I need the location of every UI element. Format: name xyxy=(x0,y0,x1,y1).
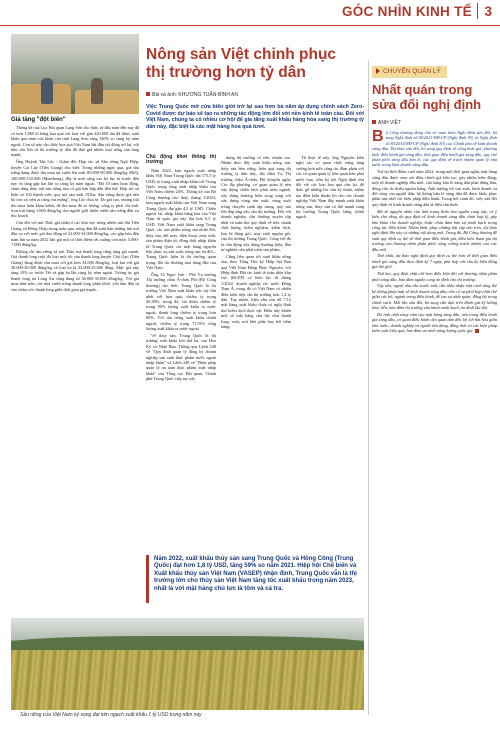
section-title: GÓC NHÌN KINH TẾ xyxy=(341,4,472,19)
article-paragraph: dựng thị trường có tiêu chuẩn cao. Nhằm thúc đẩy xuất khẩu nông sản, thủy sản bền vững, hiệu quả sang thị trường tỷ dân này, đại diện Vụ Thị trường châu Á-châu Phi khuyến nghị: Các địa phương, cơ quan quản lý nên xây dựng chiến lược phát triển ngành, xây dựng thương hiệu song song với xây dựng vùng sản xuất, vùng nuôi trồng chuyên canh tập trung, quy mô lớn đáp ứng yêu cầu thị trường. Đối với doanh nghiệp, cần thường xuyên cập nhật và tuân thủ quy định về tiêu chuẩn chất lượng, kiểm nghiệm, kiểm dịch, bao bì đóng gói, truy xuất nguồn gốc của thị trường Trung Quốc. Cùng với đó là chủ động xây dựng thương hiệu, đầu tư nghiên cứu phát triển sản phẩm. xyxy=(221,155,291,252)
column-divider xyxy=(368,60,369,715)
photo-caption: Sầu riêng của Việt Nam ký vọng đạt kim ngạch xuất khẩu 1 tỷ USD trong năm nay xyxy=(20,712,202,718)
side-article-title: Nhất quán trong sửa đổi nghị định xyxy=(372,82,482,112)
side-paragraph: Thứ hai, quy định chặt chẽ hơn điều kiện đối với thương nhân phân phối xăng dầu, bảo đảm nguồn cung ổn định cho thị trường. xyxy=(372,271,497,282)
byline-text: ANH VIỆT xyxy=(378,120,402,126)
page-number: 3 xyxy=(484,4,492,19)
highlight-text: Năm 2022, xuất khẩu thủy sản sang Trung Quốc và Hồng Công (Trung Quốc) đạt hơn 1,8 tỷ USD, tăng 59% so năm 2021. Hiệp hội Chế biến và Xuất khẩu thủy sản Việt Nam (VASEP) nhận định, Trung Quốc vẫn là thị trường lớn cho thủy sản Việt Nam tăng tốc xuất khẩu trong năm 2023, nhất là với mặt hàng chủ lực là tôm và cá tra. xyxy=(154,556,357,592)
article-byline xyxy=(146,92,238,98)
left-paragraph: Không chỉ sầu riêng và mít Thái, mà thanh long cũng tăng giá mạnh. Giá thanh long ruột đỏ loại một tốt của thanh long huyện Chợ Gạo (Tiền Giang) đang được thu mua với giá hơn 34.000 đồng/kg, loại hai với giá 28.000-30.000 đồng/kg và loại ba là 23.000-25.000 đồng. Mức giá này tăng 10% so trước Tết và gấp ba lần cùng kỳ năm ngoái. Tương tự, giá thanh long tại Long An cũng đang từ 30.000-35.000 đồng/kg. Với giá mua như trên, các nhà vườn trồng thanh long phấn khởi, yên tâm đầu tư vào chăm sóc thanh long giữa thời gian giá mạnh... xyxy=(11,248,139,292)
header-divider xyxy=(477,3,478,19)
article-column-1 xyxy=(146,155,216,383)
side-lead-text: ộ Công thương đang chủ trì soạn thảo Nghị định sửa đổi, bổ sung Nghị định số 95/2021/NĐ-CP (Nghị định 95) và Nghị định số 83/2014/NĐ-CP (Nghị định 83) của Chính phủ về kinh doanh xăng dầu. Dự thảo sửa đổi, bổ sung quy định về công thức giá, phương thức điều hành giá xăng dầu, thời gian điều hành giá xăng dầu, quy chế phân phối xăng dầu bán lẻ, các quy định về trách nhiệm quản lý nhà nước trong kinh doanh xăng dầu. xyxy=(372,130,497,168)
left-subhead: Giá tăng "đột biến" xyxy=(11,117,66,123)
left-column xyxy=(11,118,139,294)
category-tag xyxy=(372,66,447,78)
page-header xyxy=(0,0,500,26)
article-subhead: Chủ động khơi thông thị trường xyxy=(146,154,216,166)
article-paragraph: Từ thực tế này, ông Nguyên kiến nghị các cơ quan chức năng tăng cường hơn nữa công tác đàm phán với các cơ quan quản lý liên quan bên phía nước bạn, sớm ký kết Nghị định thư đối với các loại hoa quả còn lại, để tháo gỡ những lúc cần kỳ thuật, nhằm tạo điều kiện thuận lợi cho các doanh nghiệp Việt Nam đẩy mạnh xuất khẩu nông sản, thủy sản có thế mạnh sang thị trường Trung Quốc bằng chính ngạch. xyxy=(296,155,364,220)
side-paragraph: Trừ lại thời điểm cuối năm 2022, trong một thời gian ngắn, mặt hàng xăng dầu được xem xét điều chỉnh giá liên tục, gây nhiều biến động; một số doanh nghiệp đầu mối, cửa hàng bán lẻ xăng dầu phải dừng bán, đóng cửa do thiếu nguồn hàng. Ảnh hưởng tới sản xuất, kinh doanh và đời sống của người dân, hệ thống bán lẻ xăng dầu đã được khắc phục phần nào nhờ các biện pháp điều hành. Trong bối cảnh đó, việc sửa đổi quy định về kinh doanh xăng dầu là điều cần thiết. xyxy=(372,169,497,207)
byline-marker xyxy=(372,120,376,124)
article-paragraph: Về thủy sản, Trung Quốc là thị trường xuất khẩu lớn thứ ba, sau Hoa Kỳ và Nhật Bản. Thông qua Lệnh 248 về "Quy định quản lý đăng ký doanh nghiệp sản xuất thực phẩm nước ngoài nhập khẩu" và Lệnh 249 về "Biện pháp quản lý an toàn thực phẩm xuất nhập khẩu" của Tổng cục Hải quan, Chính phủ Trung Quốc tiếp tục xây xyxy=(146,333,216,382)
highlight-box xyxy=(146,555,364,607)
article-column-2 xyxy=(221,155,291,331)
article-lead: Việc Trung Quốc mở cửa biên giới trở lại sau hơn ba năm áp dụng chính sách Zero-Covid được dự báo sẽ tạo ra những tác động lớn đối với nền kinh tế toàn cầu. Đối với Việt Nam, chúng ta có nhiều cơ hội để gia tăng xuất khẩu hàng hóa sang thị trường tỷ dân này, đặc biệt là các mặt hàng hoa quả tươi. xyxy=(146,104,364,130)
article-paragraph: Năm 2022, kim ngạch xuất nhập khẩu Việt Nam-Trung Quốc đạt 175,5 tỷ USD; tỷ trọng xuất nhập khẩu với Trung Quốc trong tổng xuất nhập khẩu của Việt Nam chiếm 24%. Thống kê của Bộ Công thương cho thấy, tháng 1/2023, kim ngạch xuất khẩu của Việt Nam sang Trung Quốc đạt gần 4,5 tỷ USD. Chiều ngược lại, nhập khẩu hàng hóa của Việt Nam từ quốc gia này đạt hơn 6,5 tỷ USD. Việt Nam xuất khẩu sang Trung Quốc các sản phẩm nông sản nhiệt đới, thủy sản, dệt may, điện thoại, máy tính, sản phẩm điện tử; đồng thời nhập khẩu từ Trung Quốc các mặt hàng nguyên liệu phục vụ sản xuất, nông sản ôn đới... Trung Quốc hiện là thị trường quan trọng, đối tác thương mại hàng đầu của Việt Nam. xyxy=(146,167,216,271)
article-title: Nông sản Việt chinh phục thị trường hơn tỷ dân xyxy=(146,46,337,81)
side-article-lead xyxy=(372,130,497,168)
side-article-body xyxy=(372,130,497,335)
arrow-icon xyxy=(376,68,380,74)
byline-marker xyxy=(146,92,150,96)
article-photo xyxy=(11,618,364,710)
highlight-bar xyxy=(146,555,149,603)
left-paragraph: Ông Huỳnh Tấn Lộc - Giám đốc Hợp tác xã Sầu riêng Ngũ Hiệp, huyện Cai Lậy (Tiền Giang) cho biết: Trong những ngày qua, giá sầu riêng đang được thu mua tại vườn lên mức 80.000-90.000 đồng/kg (Ri6), 100.000-130.000 (Monthong), đây là mức tăng cao kỷ lục từ trước đến nay và tăng gấp hai lần so cùng kỳ năm ngoái. "Đã 10 năm hoạt động, chưa từng thấy trái sầu riêng nào có giá bán hấp dẫn đến thế. Hợp tác xã hiện có 102 thành viên, quy mô sản xuất 191ha. Sầu riêng được giá nên bà con xã viên ai cũng vui mừng", ông Lộc chia sẻ. Do giá cao, nhưng trái thu mua hiện khan hiếm, để thu mua đủ số lượng, công ty phải chi mức trọn trái hàng 1.000 đồng/kg cho người giới thiệu vườn sầu riêng đến vụ thu hoạch. xyxy=(11,159,139,219)
dropcap: B xyxy=(372,128,384,145)
side-paragraph-text: Do tình chất nhạy cảm của mặt hàng xăng dầu, nên trong điều hành giá xăng dầu, cơ quan điều hành cần quan tâm đến lợi ích hài hòa giữa nhà nước, doanh nghiệp và người tiêu dùng, đồng thời có các biện pháp kiểm soát hiệu quả, bảo đảm an ninh năng lượng quốc gia. xyxy=(372,312,497,334)
side-paragraph xyxy=(372,312,497,334)
left-paragraph: Thống kê của Cục Hải quan Lạng Sơn cho thấy, từ đầu năm đến nay đã có hơn 1.860 lô hàng hoa quả các loại với gần 220.000 tấn đã được xuất khẩu qua năm cửa khẩu của tỉnh Lạng Sơn, tăng 140% so cùng kỳ năm ngoái. Con số này cho thấy hoa quả Việt Nam bắt đầu sôi động trở lại, với nhu cầu lớn từ thị trường tỷ dân đã đưa giá nhiều loại nông sản tăng mạnh. xyxy=(11,125,139,158)
side-paragraph: Mà sẽ nguyên nhân của tình trạng thiếu hụt nguồn cung này, có ý kiến cho rằng, do quy định về kinh doanh xăng dầu chưa hợp lý, gây khó khăn cho doanh nghiệp, hoặc chưa đảm bảo sự minh bạch trong công tác điều hành. Nhằm khắc phục những bất cập nêu trên, dự thảo nghị định lần này có những nội dung mới. Trong đó, Bộ Công thương đề xuất quy định cụ thể về thời gian điều hành giá, điều kiện tham gia thị trường của thương nhân phân phối, tăng cường trách nhiệm của các đầu mối. xyxy=(372,208,497,252)
end-mark xyxy=(475,329,479,333)
byline-text: Bài và ảnh: KHƯƠNG TUẤN-BÌNH AN xyxy=(152,92,238,98)
left-paragraph: Còn đối với mít Thái, giá nhân ở các khu vực trồng nhiều mít lớn Tiền Giang và Đồng Tháp trong tuần qua, nông dân đã xuất bán những lứa mít đầu vụ với mức giá dao động từ 22.000-34.000 đồng/kg, cao gấp bốn đến năm lần so năm 2022 khi giá mít có thời điểm rớt xuống còn mức 5.000-7.000 đồng/kg. xyxy=(11,220,139,247)
article-column-3 xyxy=(296,155,364,221)
article-paragraph: Cũng liên quan tới xuất khẩu nông sản, theo Tổng Thư ký Hiệp hội Rau quả Việt Nam Đặng Phúc Nguyên, với Hiệp định Đối tác kinh tế toàn diện khu vực (RCEP) có hiệu lực từ tháng 1/2022, doanh nghiệp các nước Đông Nam Á, trong đó có Việt Nam có nhiều điều kiện tiếp cận thị trường hơn 1,4 tỷ dân. Tuy nhiên, hiện vẫn còn tới 7/12 mặt hàng xuất khẩu chưa có nghị định thư kiểm dịch thực vật. Điều này khiến một số mặt hàng chủ lực như thanh long, xoài, mít khó phát huy hết tiềm năng. xyxy=(221,253,291,330)
side-paragraph: Thứ nhất, dự thảo nghị định quy định cụ thể hơn về thời gian điều hành giá xăng dầu theo định kỳ 7 ngày, phù hợp với chu kỳ biến động giá thế giới. xyxy=(372,253,497,270)
category-tag-label: CHUYỂN QUẢN LÝ xyxy=(383,68,441,75)
side-article-byline xyxy=(372,120,401,126)
left-photo xyxy=(11,34,139,114)
side-paragraph: Vậy nên, ngoài nhu cầu trước mắt, cần nhìn nhận một cách tổng thể hệ thống pháp luật về kinh doanh xăng dầu, cần có sự phối hợp chặt chẽ giữa các bộ, ngành trong điều hành, để tạo sự nhất quán, đồng bộ trong chính sách. Mỗi lần sửa đổi, bổ sung cần dựa trên đánh giá kỹ lưỡng thực tiễn, bảo đảm thị trường vận hành minh bạch, ổn định lâu dài. xyxy=(372,283,497,311)
article-paragraph: Ông Tô Ngọc Sơn - Phó Vụ trưởng Thị trường châu Á-châu Phi (Bộ Công thương) cho biết: Trung Quốc là thị trường Việt Nam xuất khẩu trái cây lớn nhất với hoa quả, chiếm tỷ trọng 45,38%; trong đó, vải thiều chiếm tỷ trọng 90% lượng xuất khẩu ra nước ngoài, thanh long chiếm tỷ trọng hơn 80%. Với sầu riêng xuất khẩu chính ngạch, chiếm tỷ trọng 71,91% tổng lượng xuất khẩu ra nước ngoài. xyxy=(146,272,216,332)
